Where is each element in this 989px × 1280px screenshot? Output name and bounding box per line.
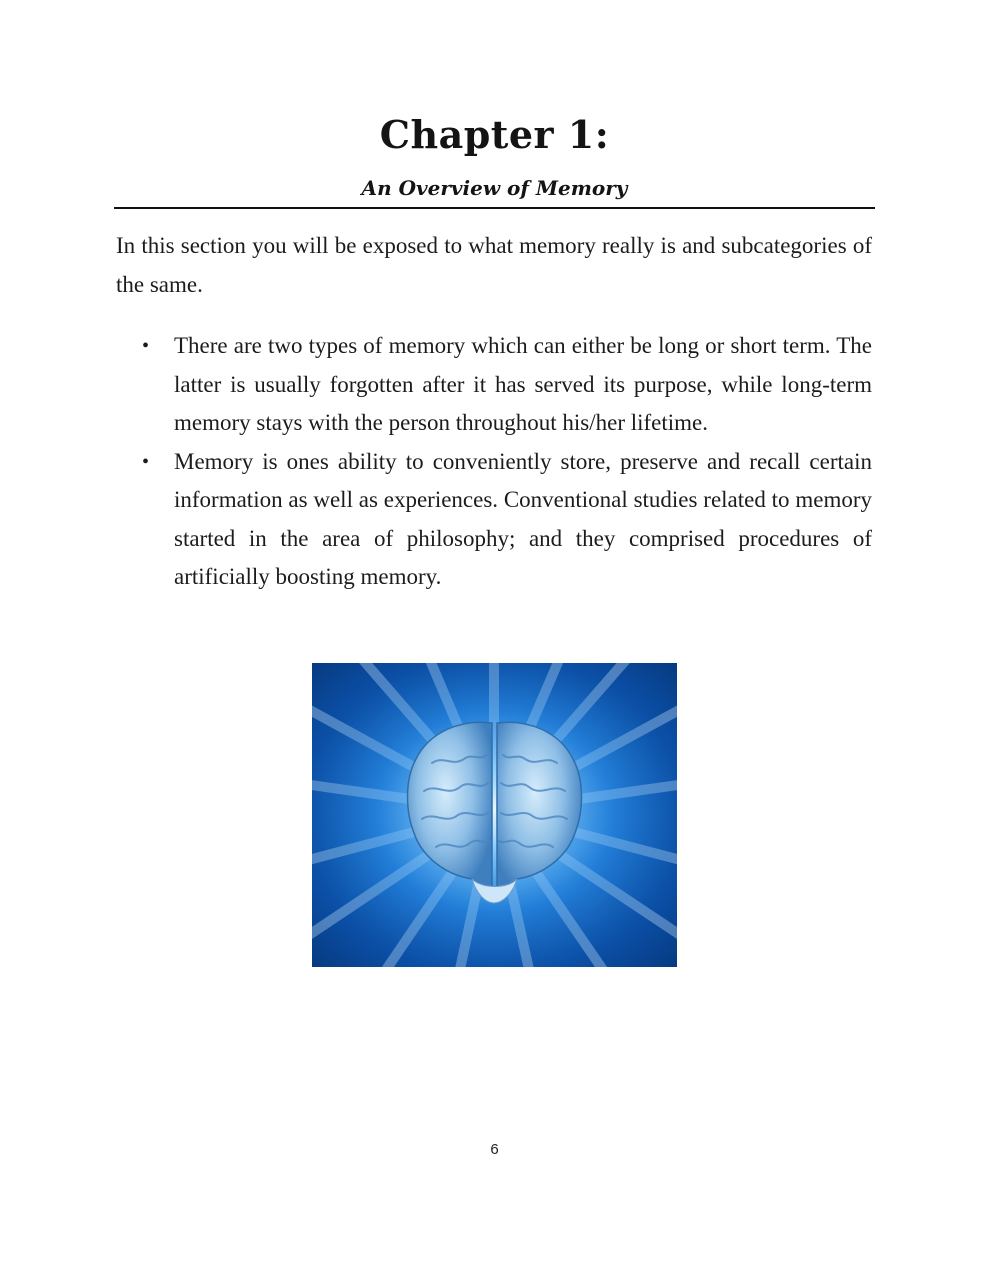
- chapter-subtitle: An Overview of Memory: [361, 176, 628, 200]
- bullet-item: [116, 327, 872, 443]
- bullet-item: [116, 443, 872, 597]
- bullet-marker: •: [142, 450, 150, 473]
- intro-paragraph: In this section you will be exposed to what memory really is and subcategories of the same.: [116, 233, 872, 297]
- glowing-brain-icon: [312, 663, 677, 967]
- bullet-list: [116, 327, 872, 597]
- title-divider: [114, 207, 875, 209]
- chapter-title: Chapter 1:: [379, 112, 610, 157]
- bullet-text: There are two types of memory which can either be long or short term. The latter is usually forgotten after it has served its purpose, while long-term memory stays with the person throughout his/her lifetime.: [174, 333, 872, 435]
- bullet-text: Memory is ones ability to conveniently store, preserve and recall certain information as well as experiences. Conventional studies related to memory started in the area of philosophy; and they comprised procedures of artificially boosting memory.: [174, 448, 872, 589]
- bullet-marker: •: [142, 335, 150, 357]
- page-number: 6: [490, 1141, 499, 1158]
- brain-illustration: [312, 663, 677, 967]
